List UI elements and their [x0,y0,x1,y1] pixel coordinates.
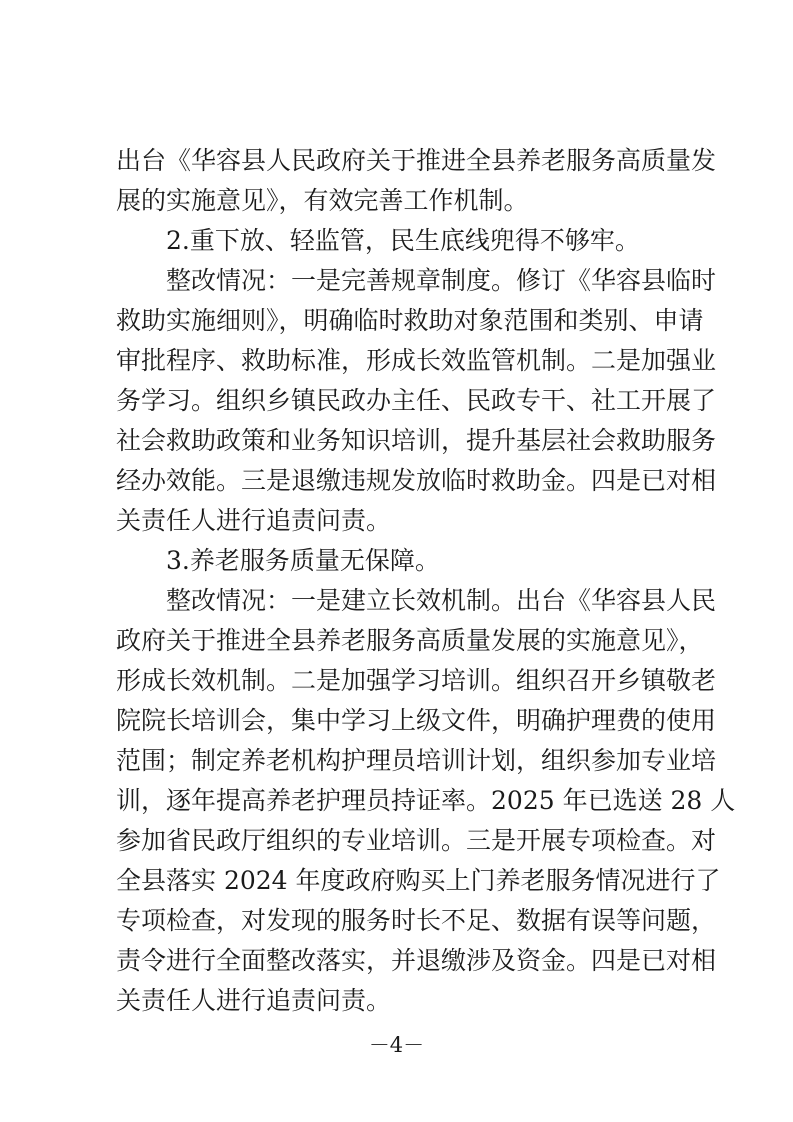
body-line: 关责任人进行追责问责。 [116,506,392,535]
body-line: 展的实施意见》，有效完善工作机制。 [116,186,529,215]
body-line: 整改情况：一是建立长效机制。出台《华容县人民 [166,586,717,615]
body-line: 审批程序、救助标准，形成长效监管机制。二是加强业 [116,346,717,375]
body-line: 整改情况：一是完善规章制度。修订《华容县临时 [166,266,717,295]
body-line: 责令进行全面整改落实，并退缴涉及资金。四是已对相 [116,946,717,975]
body-line: 专项检查，对发现的服务时长不足、数据有误等问题， [116,906,717,935]
body-line: 训，逐年提高养老护理员持证率。2025 年已选送 28 人 [116,786,736,815]
body-line: 全县落实 2024 年度政府购买上门养老服务情况进行了 [116,866,721,895]
section-heading-2: 2.重下放、轻监管，民生底线兜得不够牢。 [166,226,640,255]
body-line: 经办效能。三是退缴违规发放临时救助金。四是已对相 [116,466,717,495]
body-line: 出台《华容县人民政府关于推进全县养老服务高质量发 [116,146,717,175]
body-line: 参加省民政厅组织的专业培训。三是开展专项检查。对 [116,826,717,855]
body-line: 救助实施细则》，明确临时救助对象范围和类别、申请 [116,306,704,335]
body-line: 院院长培训会，集中学习上级文件，明确护理费的使用 [116,706,717,735]
body-line: 关责任人进行追责问责。 [116,986,392,1015]
section-heading-3: 3.养老服务质量无保障。 [166,546,440,575]
body-line: 范围；制定养老机构护理员培训计划，组织参加专业培 [116,746,717,775]
body-line: 务学习。组织乡镇民政办主任、民政专干、社工开展了 [116,386,717,415]
body-line: 政府关于推进全县养老服务高质量发展的实施意见》， [116,626,704,655]
page-number: －4－ [368,1033,425,1057]
body-line: 形成长效机制。二是加强学习培训。组织召开乡镇敬老 [116,666,717,695]
body-line: 社会救助政策和业务知识培训，提升基层社会救助服务 [116,426,717,455]
